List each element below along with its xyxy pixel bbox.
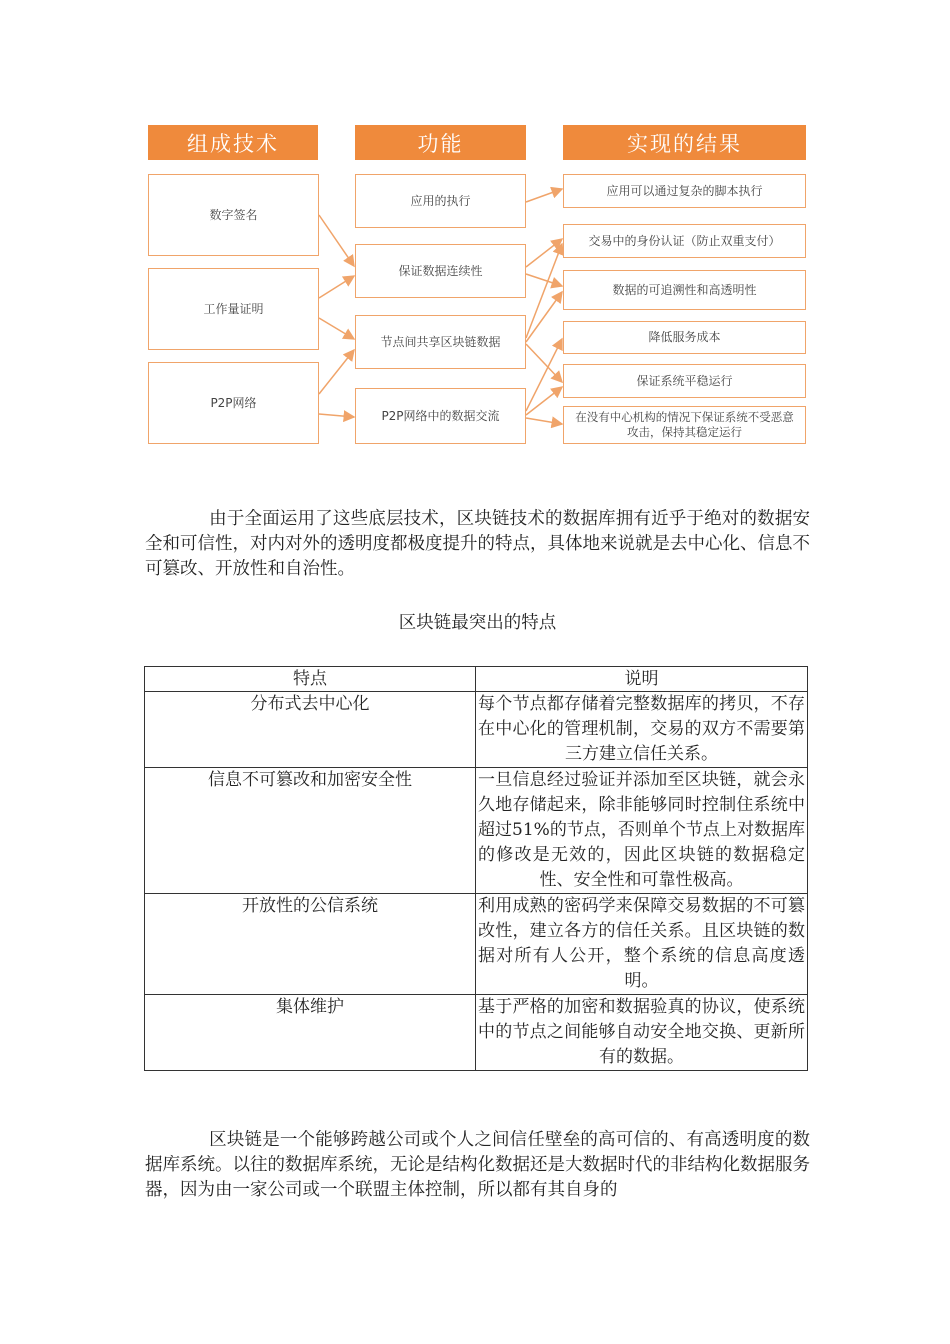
header-description: 说明 bbox=[476, 667, 808, 692]
function-box-execution: 应用的执行 bbox=[355, 174, 526, 228]
description-cell: 基于严格的加密和数据验真的协议，使系统中的节点之间能够自动安全地交换、更新所有的数据。 bbox=[476, 995, 808, 1071]
feature-cell: 集体维护 bbox=[145, 995, 476, 1071]
result-box-3: 数据的可追溯性和高透明性 bbox=[563, 270, 806, 310]
table-row bbox=[145, 995, 808, 1071]
paragraph-2-text: 区块链是一个能够跨越公司或个人之间信任壁垒的高可信的、有高透明度的数据库系统。以往的数据库系统，无论是结构化数据还是大数据时代的非结构化数据服务器，因为由一家公司或一个联盟主体控制，所以都有其自身的 bbox=[145, 1130, 810, 1200]
table-row bbox=[145, 894, 808, 995]
table-row bbox=[145, 768, 808, 894]
paragraph-2 bbox=[145, 1128, 810, 1203]
feature-cell: 分布式去中心化 bbox=[145, 692, 476, 768]
header-tech: 组成技术 bbox=[148, 125, 318, 160]
feature-cell: 开放性的公信系统 bbox=[145, 894, 476, 995]
technology-diagram bbox=[140, 118, 815, 450]
description-cell: 每个节点都存储着完整数据库的拷贝，不存在中心化的管理机制，交易的双方不需要第三方建立信任关系。 bbox=[476, 692, 808, 768]
header-result: 实现的结果 bbox=[563, 125, 806, 160]
description-cell: 利用成熟的密码学来保障交易数据的不可篡改性，建立各方的信任关系。且区块链的数据对所有人公开，整个系统的信息高度透明。 bbox=[476, 894, 808, 995]
description-cell: 一旦信息经过验证并添加至区块链，就会永久地存储起来，除非能够同时控制住系统中超过51%的节点，否则单个节点上对数据库的修改是无效的，因此区块链的数据稳定性、安全性和可靠性极高。 bbox=[476, 768, 808, 894]
table-header-row bbox=[145, 667, 808, 692]
tech-box-p2p: P2P网络 bbox=[148, 362, 319, 444]
result-box-4: 降低服务成本 bbox=[563, 321, 806, 354]
function-box-sharing: 节点间共享区块链数据 bbox=[355, 315, 526, 369]
header-function: 功能 bbox=[355, 125, 526, 160]
paragraph-1 bbox=[145, 507, 810, 582]
result-box-5: 保证系统平稳运行 bbox=[563, 364, 806, 398]
result-box-2: 交易中的身份认证（防止双重支付） bbox=[563, 224, 806, 258]
feature-cell: 信息不可篡改和加密安全性 bbox=[145, 768, 476, 894]
header-feature: 特点 bbox=[145, 667, 476, 692]
table-caption: 区块链最突出的特点 bbox=[398, 613, 557, 633]
tech-box-signature: 数字签名 bbox=[148, 174, 319, 256]
table-row bbox=[145, 692, 808, 768]
features-table bbox=[144, 666, 808, 1071]
tech-box-pow: 工作量证明 bbox=[148, 268, 319, 350]
function-box-exchange: P2P网络中的数据交流 bbox=[355, 388, 526, 444]
function-box-continuity: 保证数据连续性 bbox=[355, 244, 526, 298]
paragraph-1-text: 由于全面运用了这些底层技术，区块链技术的数据库拥有近乎于绝对的数据安全和可信性，对内对外的透明度都极度提升的特点，具体地来说就是去中心化、信息不可篡改、开放性和自治性。 bbox=[145, 509, 810, 579]
result-box-1: 应用可以通过复杂的脚本执行 bbox=[563, 174, 806, 208]
result-box-6: 在没有中心机构的情况下保证系统不受恶意攻击，保持其稳定运行 bbox=[563, 406, 806, 444]
